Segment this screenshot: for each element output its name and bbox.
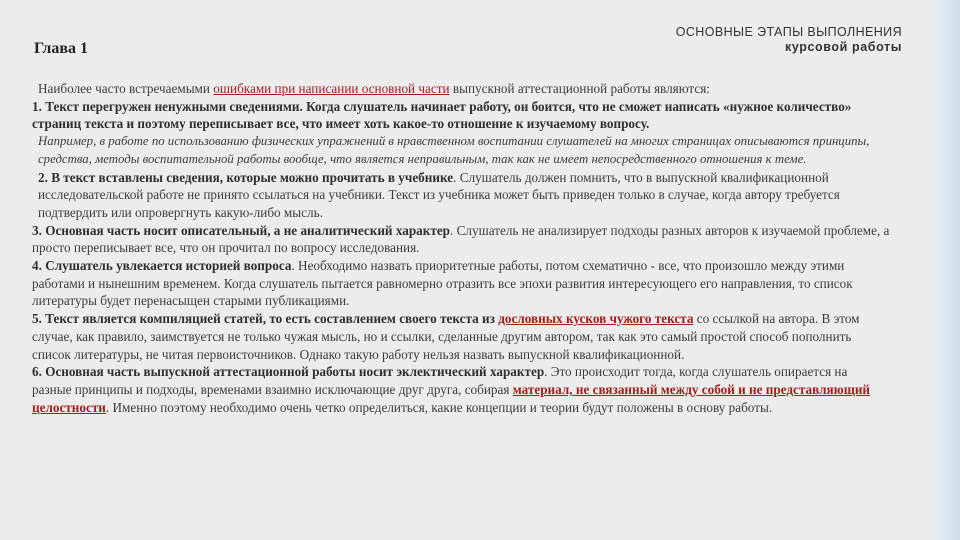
item-5 xyxy=(32,310,890,363)
item-2-text: . Слушатель должен помнить, что в выпускной квалификационной исследовательской работе не принято ссылаться на учебники. Текст из учебника может быть приведен только в случае, когда автору требуется подтвердить или опровергнуть какую-либо мысль. xyxy=(38,169,840,220)
slide-title-line-1: ОСНОВНЫЕ ЭТАПЫ ВЫПОЛНЕНИЯ xyxy=(675,25,902,39)
intro-text-start: Наиболее часто встречаемыми xyxy=(38,81,214,96)
item-6 xyxy=(32,363,890,416)
item-3-heading: 3. Основная часть носит описательный, а не аналитический характер xyxy=(32,222,451,238)
item-3-text: . Слушатель не анализирует подходы разных авторов к изучаемой проблеме, а просто переписывает все, что он прочитал по вопросу исследования. xyxy=(32,222,890,256)
item-6-heading: 6. Основная часть выпускной аттестационной работы носит эклектический характер xyxy=(32,364,545,380)
item-1 xyxy=(32,98,890,133)
item-4-text: . Необходимо назвать приоритетные работы, потом схематично - все, что произошло между этими работами и нынешним временем. Когда слушатель пытается равномерно отразить все эпохи развития интересующего его направления, то список литературы будет перенасыщен старыми публикациями. xyxy=(32,258,853,309)
item-6-text-a: . Это происходит тогда, когда слушатель опирается на разные принципы и подходы, временами взаимно исключающие друг друга, собирая xyxy=(32,364,848,397)
chapter-label: Глава 1 xyxy=(34,40,88,57)
item-5-heading: 5. Текст является компиляцией статей, то есть составлением своего текста из xyxy=(32,311,499,327)
slide-title-line-2: курсовой работы xyxy=(784,40,902,54)
item-3 xyxy=(32,222,890,257)
item-2 xyxy=(32,169,890,222)
item-1-text: 1. Текст перегружен ненужными сведениями. Когда слушатель начинает работу, он боится, что не сможет написать «нужное количество» страниц текста и поэтому переписывает все, что имеет хоть какое-то отношение к изучаемому вопросу. xyxy=(32,98,852,132)
item-6-highlight: материал, не связанный между собой и не представляющий целостности xyxy=(32,381,871,415)
intro-highlight: ошибками при написании основной части xyxy=(213,81,450,96)
intro-paragraph xyxy=(32,80,890,98)
decorative-side-band xyxy=(934,0,960,540)
item-4-heading: 4. Слушатель увлекается историей вопроса xyxy=(32,258,292,274)
slide-body xyxy=(32,80,890,416)
intro-text-end: выпускной аттестационной работы являются: xyxy=(449,81,710,96)
item-5-highlight: дословных кусков чужого текста xyxy=(498,311,694,327)
item-5-text: со ссылкой на автора. В этом случае, как правило, заимствуется не только чужая мысль, но и ссылки, сделанные другим автором, так как это самый простой способ пополнить список литературы, не читая первоисточников. Однако такую работу нельзя назвать выпускной квалификационной. xyxy=(32,311,860,362)
item-2-heading: 2. В текст вставлены сведения, которые можно прочитать в учебнике xyxy=(38,169,454,185)
slide-heading xyxy=(676,25,902,55)
example-paragraph: Например, в работе по использованию физических упражнений в нравственном воспитании слушателей на многих страницах описываются принципы, средства, методы воспитательной работы вообще, что является неправильным, так как не имеет непосредственного отношения к теме. xyxy=(38,134,870,166)
item-4 xyxy=(32,257,890,310)
item-6-text-b: . Именно поэтому необходимо очень четко определиться, какие концепции и теории будут положены в основу работы. xyxy=(105,399,773,415)
